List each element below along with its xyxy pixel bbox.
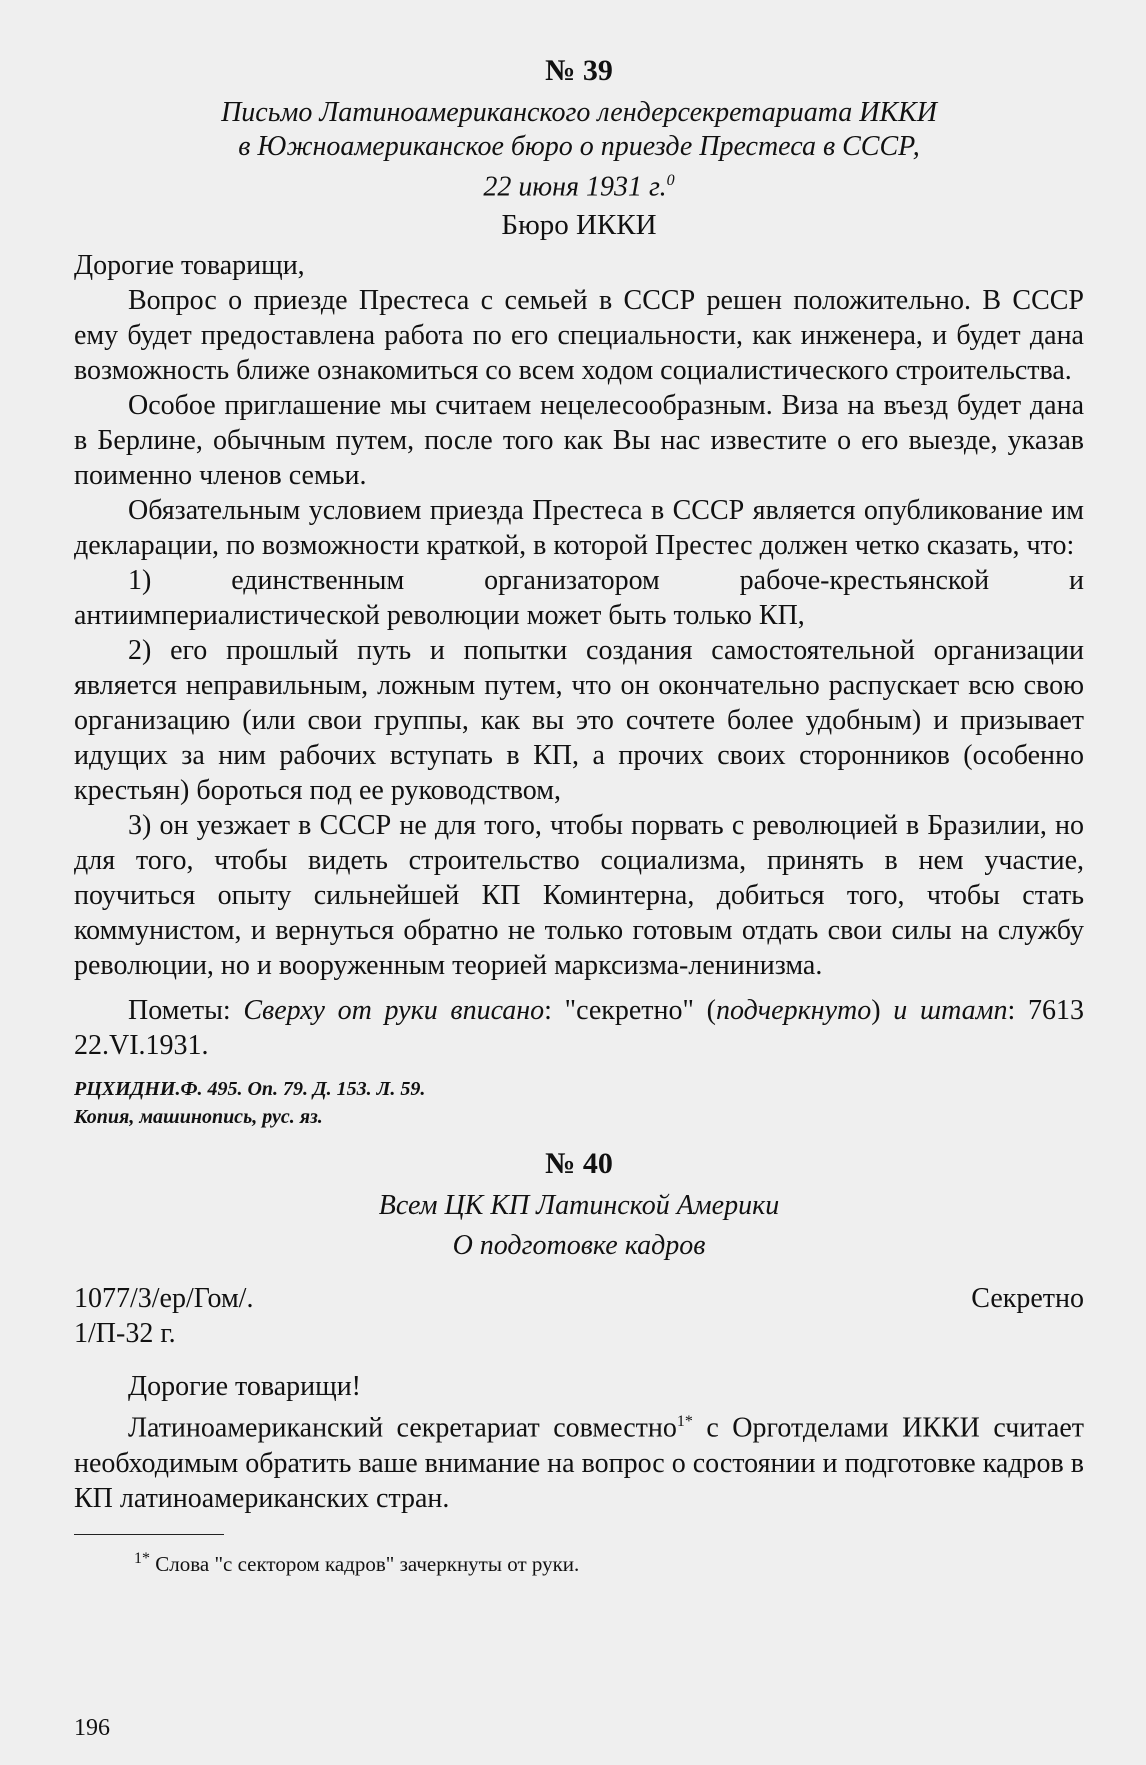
doc40-greeting: Дорогие товарищи! bbox=[128, 1371, 361, 1403]
doc39-paragraph-2: Особое приглашение мы считаем нецелесообразным. Виза на въезд будет дана в Берлине, обычным путем, после того как Вы нас известите о его выезде, указав поименно членов семьи. bbox=[74, 390, 1084, 492]
doc39-archive: РЦХИДНИ.Ф. 495. Оп. 79. Д. 153. Л. 59. bbox=[74, 1078, 426, 1101]
doc40-paragraph-1 bbox=[74, 1404, 1084, 1515]
doc40-ref-left: 1077/3/ер/Гом/. bbox=[74, 1283, 254, 1315]
doc39-notes-text1: : "секретно" ( bbox=[544, 995, 716, 1027]
doc39-title-line1: Письмо Латиноамериканского лендерсекретариата ИККИ bbox=[221, 97, 937, 128]
doc40-title-line2: О подготовке кадров bbox=[452, 1230, 706, 1262]
doc39-number: № 39 bbox=[545, 54, 613, 87]
doc39-title-mark: 0 bbox=[666, 172, 675, 189]
page-content bbox=[74, 54, 1084, 1578]
doc39-addressee: Бюро ИККИ bbox=[501, 209, 657, 242]
doc40-reference-row bbox=[74, 1281, 1084, 1316]
doc40-title-line1: Всем ЦК КП Латинской Америки bbox=[378, 1190, 780, 1222]
doc39-title-line2: в Южноамериканское бюро о приезде Престеса в СССР, bbox=[238, 131, 920, 162]
doc39-notes-label: Пометы: bbox=[128, 995, 244, 1027]
doc40-p1-sup: 1* bbox=[676, 1413, 693, 1431]
doc39-title-line3 bbox=[74, 164, 1084, 204]
doc39-notes bbox=[74, 993, 1084, 1063]
doc39-body bbox=[74, 283, 1084, 1063]
doc39-item-3: 3) он уезжает в СССР не для того, чтобы порвать с революцией в Бразилии, но для того, чтобы видеть строительство социализма, принять в нем участие, поучиться опыту сильнейшей КП Коминтерна, добиться того, чтобы стать коммунистом, и вернуться обратно не только готовым отдать свои силы на службу революции, но и вооруженным теорией марксизма-ленинизма. bbox=[74, 810, 1084, 982]
page-number: 196 bbox=[74, 1715, 110, 1741]
doc39-paragraph-1: Вопрос о приезде Престеса с семьей в СССР решен положительно. В СССР ему будет предоставлена работа по его специальности, как инженера, и будет дана возможность ближе ознакомиться со всем ходом социалистического строительства. bbox=[74, 285, 1084, 387]
doc39-paragraph-3: Обязательным условием приезда Престеса в СССР является опубликование им декларации, по возможности краткой, в которой Престес должен четко сказать, что: bbox=[74, 495, 1084, 562]
doc39-notes-it1: Сверху от руки вписано bbox=[243, 995, 545, 1027]
doc39-notes-text2: ) bbox=[871, 995, 894, 1027]
doc39-notes-it2: подчеркнуто bbox=[716, 995, 872, 1027]
doc40-body bbox=[74, 1369, 1084, 1515]
doc39-item-1: 1) единственным организатором рабоче-крестьянской и антиимпериалистической революции может быть только КП, bbox=[74, 565, 1084, 632]
doc40-p1-b: с Орготделами ИККИ считает необходимым обратить ваше внимание на вопрос о состоянии и подготовке кадров в КП латиноамериканских стран. bbox=[74, 1412, 1084, 1514]
doc39-date: 22 июня 1931 г. bbox=[483, 171, 667, 203]
footnote-mark: 1* bbox=[134, 1549, 150, 1567]
doc40-number: № 40 bbox=[545, 1147, 613, 1181]
doc40-ref-right: Секретно bbox=[971, 1283, 1084, 1315]
footnote-divider bbox=[74, 1534, 224, 1535]
footnote bbox=[134, 1545, 1084, 1578]
doc40-p1-a: Латиноамериканский секретариат совместно bbox=[128, 1412, 677, 1444]
doc39-notes-it3: и штамп bbox=[893, 995, 1008, 1027]
doc39-greeting: Дорогие товарищи, bbox=[74, 250, 305, 282]
doc39-copy: Копия, машинопись, рус. яз. bbox=[74, 1106, 323, 1129]
doc39-notes-text3: : 7613 22.VI.1931. bbox=[74, 995, 1085, 1062]
doc40-ref-line2: 1/П-32 г. bbox=[74, 1318, 176, 1350]
footnote-text: Слова "с сектором кадров" зачеркнуты от руки. bbox=[150, 1551, 580, 1576]
doc39-item-2: 2) его прошлый путь и попытки создания самостоятельной организации является неправильным, ложным путем, что он окончательно распускает всю свою организацию (или свои группы, как вы это сочтете более удобным) и призывает идущих за ним рабочих вступать в КП, а прочих своих сторонников (особенно крестьян) бороться под ее руководством, bbox=[74, 635, 1084, 807]
